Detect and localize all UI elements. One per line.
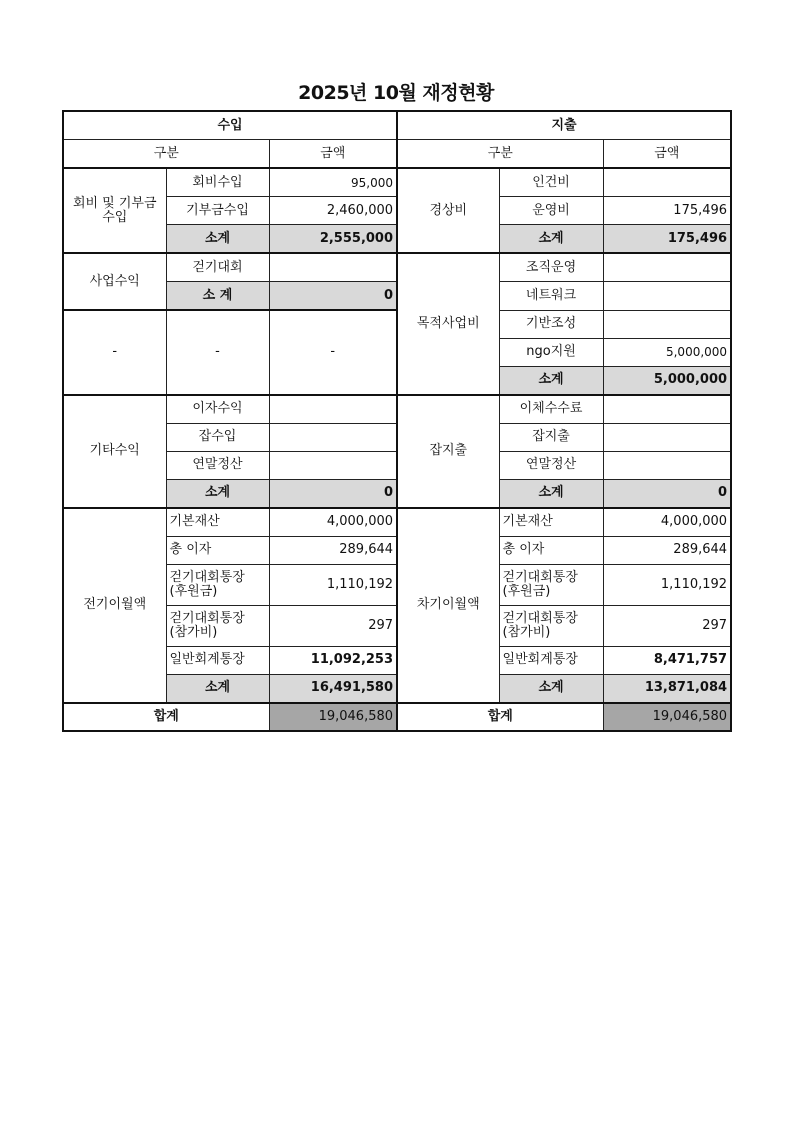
expense-subtotal-amount: 5,000,000: [603, 366, 731, 395]
expense-amount-header: 금액: [603, 140, 731, 169]
income-item-label: 걷기대회통장 (후원금): [166, 564, 269, 605]
income-item-amount: 1,110,192: [269, 564, 397, 605]
income-subtotal-label: 소계: [166, 674, 269, 703]
income-subtotal-amount: 2,555,000: [269, 225, 397, 254]
income-item-amount: 289,644: [269, 536, 397, 564]
expense-item-amount: [603, 423, 731, 451]
expense-group-purpose: 목적사업비: [397, 253, 499, 395]
income-subtotal-amount: 0: [269, 479, 397, 508]
expense-total-amount: 19,046,580: [603, 703, 731, 731]
income-group-blank: -: [63, 310, 166, 395]
page-title: 2025년 10월 재정현황: [298, 82, 494, 104]
income-item-label: 기부금수입: [166, 197, 269, 225]
income-item-label: 걷기대회: [166, 253, 269, 282]
expense-item-label: 연말정산: [499, 451, 603, 479]
expense-total-label: 합계: [397, 703, 603, 731]
income-subtotal-label: 소 계: [166, 282, 269, 311]
income-item-label: 걷기대회통장 (참가비): [166, 605, 269, 646]
income-item-amount: 297: [269, 605, 397, 646]
income-group-membership: 회비 및 기부금 수입: [63, 168, 166, 253]
expense-item-label: 인건비: [499, 168, 603, 197]
income-item-blank: -: [166, 310, 269, 395]
income-group-business: 사업수익: [63, 253, 166, 310]
expense-item-label: 걷기대회통장 (후원금): [499, 564, 603, 605]
expense-item-label: 운영비: [499, 197, 603, 225]
income-item-label: 이자수익: [166, 395, 269, 424]
expense-subtotal-label: 소계: [499, 674, 603, 703]
finance-table: [62, 110, 732, 732]
expense-item-amount: 5,000,000: [603, 338, 731, 366]
income-item-amount: 11,092,253: [269, 646, 397, 674]
expense-subtotal-amount: 175,496: [603, 225, 731, 254]
income-item-label: 잡수입: [166, 423, 269, 451]
expense-subtotal-label: 소계: [499, 479, 603, 508]
income-category-header: 구분: [63, 140, 269, 169]
expense-item-label: 이체수수료: [499, 395, 603, 424]
expense-item-amount: [603, 310, 731, 338]
expense-item-label: 잡지출: [499, 423, 603, 451]
income-item-amount: [269, 423, 397, 451]
income-item-amount: [269, 253, 397, 282]
income-subtotal-amount: 16,491,580: [269, 674, 397, 703]
income-total-label: 합계: [63, 703, 269, 731]
income-subtotal-amount: 0: [269, 282, 397, 311]
income-item-label: 연말정산: [166, 451, 269, 479]
income-item-amount: 95,000: [269, 168, 397, 197]
income-total-amount: 19,046,580: [269, 703, 397, 731]
expense-item-amount: [603, 395, 731, 424]
expense-subtotal-amount: 13,871,084: [603, 674, 731, 703]
income-item-label: 회비수입: [166, 168, 269, 197]
expense-subtotal-label: 소계: [499, 225, 603, 254]
expense-item-amount: [603, 451, 731, 479]
expense-item-amount: 297: [603, 605, 731, 646]
expense-group-operating: 경상비: [397, 168, 499, 253]
income-item-amount: 4,000,000: [269, 508, 397, 537]
expense-item-label: 네트워크: [499, 282, 603, 311]
expense-group-misc: 잡지출: [397, 395, 499, 508]
income-group-carry-in: 전기이월액: [63, 508, 166, 703]
income-subtotal-label: 소계: [166, 479, 269, 508]
expense-subtotal-label: 소계: [499, 366, 603, 395]
income-amount-blank: -: [269, 310, 397, 395]
expense-item-label: 걷기대회통장 (참가비): [499, 605, 603, 646]
expense-item-amount: 4,000,000: [603, 508, 731, 537]
expense-item-label: 기본재산: [499, 508, 603, 537]
expense-item-label: ngo지원: [499, 338, 603, 366]
expense-category-header: 구분: [397, 140, 603, 169]
expense-item-amount: 175,496: [603, 197, 731, 225]
income-item-amount: [269, 451, 397, 479]
expense-item-amount: [603, 282, 731, 311]
expense-item-label: 일반회계통장: [499, 646, 603, 674]
income-item-amount: 2,460,000: [269, 197, 397, 225]
expense-item-amount: 289,644: [603, 536, 731, 564]
expense-item-label: 총 이자: [499, 536, 603, 564]
expense-subtotal-amount: 0: [603, 479, 731, 508]
expense-item-amount: 1,110,192: [603, 564, 731, 605]
expense-item-label: 기반조성: [499, 310, 603, 338]
expense-item-amount: [603, 253, 731, 282]
income-subtotal-label: 소계: [166, 225, 269, 254]
income-header: 수입: [63, 111, 397, 140]
expense-item-amount: 8,471,757: [603, 646, 731, 674]
expense-item-label: 조직운영: [499, 253, 603, 282]
income-item-label: 총 이자: [166, 536, 269, 564]
income-amount-header: 금액: [269, 140, 397, 169]
expense-group-carry-out: 차기이월액: [397, 508, 499, 703]
expense-header: 지출: [397, 111, 731, 140]
expense-item-amount: [603, 168, 731, 197]
income-item-amount: [269, 395, 397, 424]
income-item-label: 기본재산: [166, 508, 269, 537]
income-item-label: 일반회계통장: [166, 646, 269, 674]
income-group-other: 기타수익: [63, 395, 166, 508]
